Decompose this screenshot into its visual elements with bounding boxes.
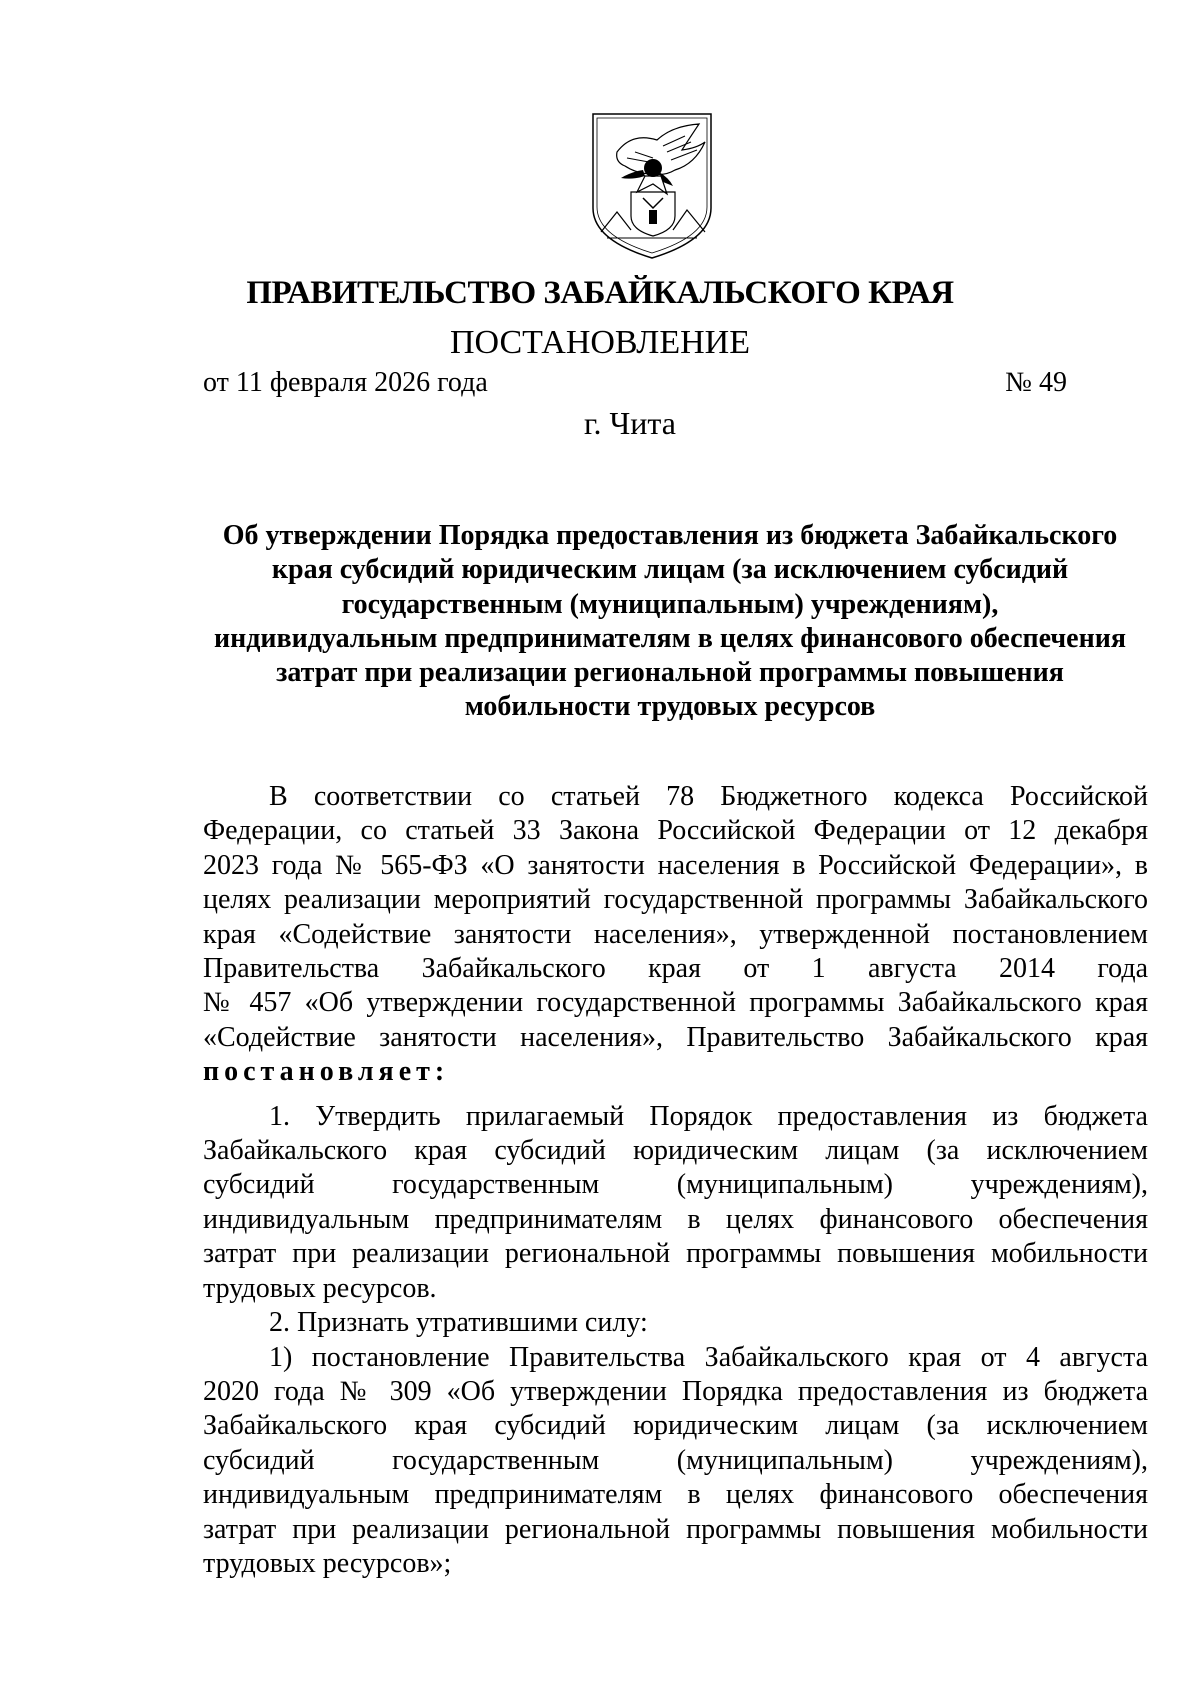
item-1-line: индивидуальным предпринимателям в целях финансового обеспечения [203,1203,1148,1235]
item-1-line: субсидий государственным (муниципальным) учреждениям), [203,1169,1148,1201]
document-body [203,780,1148,1581]
item-2-1-line: 2020 года № 309 «Об утверждении Порядка предоставления из бюджета [203,1375,1148,1407]
subject-line: затрат при реализации региональной программы повышения [276,657,1064,689]
preamble-line: № 457 «Об утверждении государственной программы Забайкальского края [203,987,1148,1019]
item-2-1-line: индивидуальным предпринимателям в целях финансового обеспечения [203,1479,1148,1511]
preamble-line: края «Содействие занятости населения», утвержденной постановлением [203,918,1148,950]
organization-title: ПРАВИТЕЛЬСТВО ЗАБАЙКАЛЬСКОГО КРАЯ [246,275,954,311]
coat-of-arms-icon [587,112,717,260]
item-2-1-line: 1) постановление Правительства Забайкальского края от 4 августа [269,1341,1148,1373]
item-1-line: 1. Утвердить прилагаемый Порядок предоставления из бюджета [269,1100,1148,1132]
preamble-line: Федерации, со статьей 33 Закона Российской Федерации от 12 декабря [203,815,1148,847]
item-2-1-line: Забайкальского края субсидий юридическим лицам (за исключением [203,1410,1148,1442]
item-1-line: затрат при реализации региональной программы повышения мобильности [203,1238,1148,1270]
subject-line: Об утверждении Порядка предоставления из бюджета Забайкальского [222,520,1118,551]
subject-line: индивидуальным предпринимателям в целях финансового обеспечения [213,622,1127,654]
document-date: от 11 февраля 2026 года [203,367,488,398]
item-2: 2. Признать утратившими силу: [269,1307,648,1339]
document-type: ПОСТАНОВЛЕНИЕ [449,324,751,361]
preamble-line: целях реализации мероприятий государственной программы Забайкальского [203,884,1148,916]
item-2-1-line: субсидий государственным (муниципальным) учреждениям), [203,1444,1148,1476]
document-number: № 49 [1005,367,1067,398]
item-1-line: Забайкальского края субсидий юридическим лицам (за исключением [203,1135,1148,1167]
document-subject [190,519,1150,725]
document-city: г. Чита [583,405,676,441]
preamble-line: В соответствии со статьей 78 Бюджетного кодекса Российской [269,781,1148,812]
preamble-line: Правительства Забайкальского края от 1 августа 2014 года [203,953,1148,985]
item-2-1-line: затрат при реализации региональной программы повышения мобильности [203,1513,1148,1545]
preamble-line: 2023 года № 565-ФЗ «О занятости населения в Российской Федерации», в [203,849,1148,881]
subject-line: государственным (муниципальным) учреждениям), [341,588,999,620]
preamble-line: «Содействие занятости населения», Правительство Забайкальского края [203,1021,1148,1053]
subject-line: мобильности трудовых ресурсов [464,691,876,723]
item-1-line: трудовых ресурсов. [203,1272,437,1304]
subject-line: края субсидий юридическим лицам (за исключением субсидий [271,554,1069,586]
item-2-1-line: трудовых ресурсов»; [203,1547,452,1579]
resolves-word: постановляет: [203,1056,450,1088]
